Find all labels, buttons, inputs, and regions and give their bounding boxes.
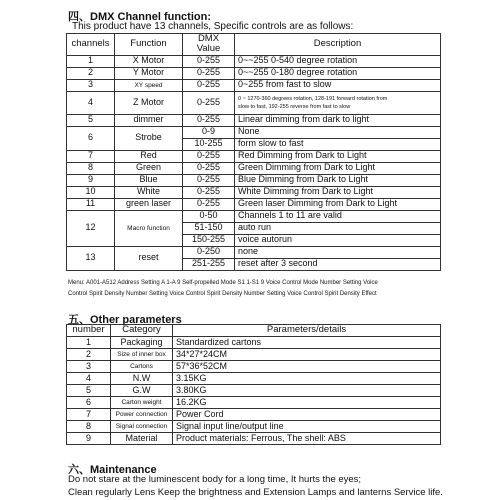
channel-function: X Motor	[115, 55, 183, 67]
table-row	[67, 210, 441, 222]
dmx-value: 251-255	[183, 258, 235, 270]
column-header: number	[67, 325, 111, 337]
param-number: 7	[67, 409, 111, 421]
table-row	[67, 114, 441, 126]
dmx-value: 0-255	[183, 67, 235, 79]
channel-description: 0~~255 0-180 degree rotation	[235, 67, 441, 79]
param-value: Signal input line/output line	[173, 421, 441, 433]
section-title-maintenance: 六、Maintenance	[68, 464, 157, 476]
channel-description: Linear dimming from dark to light	[235, 114, 441, 126]
table-row	[67, 198, 441, 210]
dmx-value: 0-255	[183, 198, 235, 210]
section-title-parameters: 五、Other parameters	[68, 314, 182, 326]
channel-number: 13	[67, 246, 115, 270]
param-number: 9	[67, 433, 111, 445]
channel-function: green laser	[115, 198, 183, 210]
table-row	[67, 385, 441, 397]
channel-function: Strobe	[115, 126, 183, 150]
channel-number: 8	[67, 162, 115, 174]
menu-description	[68, 278, 440, 300]
param-category: Material	[111, 433, 173, 445]
channel-description	[235, 91, 441, 114]
channel-number: 7	[67, 150, 115, 162]
channel-function: Macro function	[115, 210, 183, 246]
table-row	[67, 246, 441, 258]
param-number: 6	[67, 397, 111, 409]
dmx-value: 0-255	[183, 174, 235, 186]
channel-number: 5	[67, 114, 115, 126]
dmx-value: 0-50	[183, 210, 235, 222]
channel-description: reset after 3 second	[235, 258, 441, 270]
column-header: Function	[115, 34, 183, 56]
dmx-value: 0-9	[183, 126, 235, 138]
menu-line: Menu: A001-A512 Address Setting A 1-A 9 Self-propelled Mode S1 1-S1 9 Voice Control Mode Number Setting Voice	[68, 280, 378, 286]
table-row	[67, 349, 441, 361]
channel-function: Red	[115, 150, 183, 162]
table-row	[67, 433, 441, 445]
dmx-value: 0-255	[183, 162, 235, 174]
table-row	[67, 186, 441, 198]
param-number: 2	[67, 349, 111, 361]
channel-number: 2	[67, 67, 115, 79]
table-header-row	[67, 34, 441, 56]
table-row	[67, 373, 441, 385]
dmx-value: 0-255	[183, 186, 235, 198]
param-number: 8	[67, 421, 111, 433]
table-row	[67, 91, 441, 114]
channel-description: Green Dimming from Dark to Light	[235, 162, 441, 174]
channel-description: 0~255 from fast to slow	[235, 79, 441, 91]
description-line: 0 ~ 1270-360 degrees rotation, 128-191 forward rotation from	[238, 95, 388, 102]
param-category: Power connection	[111, 409, 173, 421]
param-category: Size of inner box	[111, 349, 173, 361]
channel-function: Z Motor	[115, 91, 183, 114]
channel-function: dimmer	[115, 114, 183, 126]
table-row	[67, 361, 441, 373]
channel-description: none	[235, 246, 441, 258]
channel-number: 12	[67, 210, 115, 246]
column-header: Category	[111, 325, 173, 337]
param-number: 4	[67, 373, 111, 385]
channel-function: Green	[115, 162, 183, 174]
channel-description: form slow to fast	[235, 138, 441, 150]
param-value: Standardized cartons	[173, 337, 441, 349]
param-number: 1	[67, 337, 111, 349]
param-category: N.W	[111, 373, 173, 385]
dmx-value: 0-255	[183, 79, 235, 91]
channel-description: 0~~255 0-540 degree rotation	[235, 55, 441, 67]
maintenance-line: Do not stare at the luminescent body for a long time, It hurts the eyes;	[68, 474, 362, 485]
param-value: Product materials: Ferrous, The shell: ABS	[173, 433, 441, 445]
channel-function: reset	[115, 246, 183, 270]
param-category: G.W	[111, 385, 173, 397]
channel-number: 6	[67, 126, 115, 150]
table-row	[67, 55, 441, 67]
table-row	[67, 337, 441, 349]
dmx-value: 10-255	[183, 138, 235, 150]
column-header: channels	[67, 34, 115, 56]
dmx-value: 0-255	[183, 114, 235, 126]
channel-description: Red Dimming from Dark to Light	[235, 150, 441, 162]
table-row	[67, 126, 441, 138]
channel-description: auto run	[235, 222, 441, 234]
channel-description: voice autorun	[235, 234, 441, 246]
dmx-value: 150-255	[183, 234, 235, 246]
column-header: Description	[235, 34, 441, 56]
param-number: 3	[67, 361, 111, 373]
table-row	[67, 67, 441, 79]
channel-function: Y Motor	[115, 67, 183, 79]
dmx-intro-text: This product have 13 channels, Specific controls are as follows:	[72, 21, 354, 32]
param-category: Cartons	[111, 361, 173, 373]
channel-description: Channels 1 to 11 are valid	[235, 210, 441, 222]
param-number: 5	[67, 385, 111, 397]
column-header: DMX Value	[183, 34, 235, 56]
param-value: 3.15KG	[173, 373, 441, 385]
channel-number: 9	[67, 174, 115, 186]
param-value: 57*36*52CM	[173, 361, 441, 373]
parameters-table	[66, 324, 441, 445]
menu-line: Control Spirit Density Number Setting Voice Control Spirit Density Number Setting Voice Control Spirit Density Effect	[68, 291, 377, 297]
table-row	[67, 174, 441, 186]
channel-number: 1	[67, 55, 115, 67]
dmx-value: 0-255	[183, 55, 235, 67]
column-header: Parameters/details	[173, 325, 441, 337]
section-title-dmx: 四、DMX Channel function:	[68, 11, 211, 23]
channel-description: Blue Dimming from Dark to Light	[235, 174, 441, 186]
channel-function: XY speed	[115, 79, 183, 91]
channel-number: 11	[67, 198, 115, 210]
channel-number: 3	[67, 79, 115, 91]
dmx-value: 51-150	[183, 222, 235, 234]
maintenance-line: Clean regularly Lens Keep the brightness and Extension Lamps and lanterns Service life.	[68, 487, 443, 498]
table-header-row	[67, 325, 441, 337]
table-row	[67, 421, 441, 433]
param-value: 3.80KG	[173, 385, 441, 397]
dmx-channel-table	[66, 33, 441, 271]
description-line: slow to fast, 192-255 reverse from fast to slow	[238, 103, 351, 110]
channel-description: White Dimming from Dark to Light	[235, 186, 441, 198]
channel-description: Green laser Dimming from Dark to Light	[235, 198, 441, 210]
dmx-value: 0-255	[183, 91, 235, 114]
channel-number: 4	[67, 91, 115, 114]
channel-number: 10	[67, 186, 115, 198]
param-value: 16.2KG	[173, 397, 441, 409]
dmx-value: 0-255	[183, 150, 235, 162]
table-row	[67, 150, 441, 162]
table-row	[67, 79, 441, 91]
param-category: Signal connection	[111, 421, 173, 433]
dmx-value: 0-250	[183, 246, 235, 258]
channel-function: Blue	[115, 174, 183, 186]
param-category: Packaging	[111, 337, 173, 349]
table-row	[67, 162, 441, 174]
param-value: 34*27*24CM	[173, 349, 441, 361]
channel-function: White	[115, 186, 183, 198]
param-category: Carton weight	[111, 397, 173, 409]
table-row	[67, 409, 441, 421]
table-row	[67, 397, 441, 409]
channel-description: None	[235, 126, 441, 138]
param-value: Power Cord	[173, 409, 441, 421]
